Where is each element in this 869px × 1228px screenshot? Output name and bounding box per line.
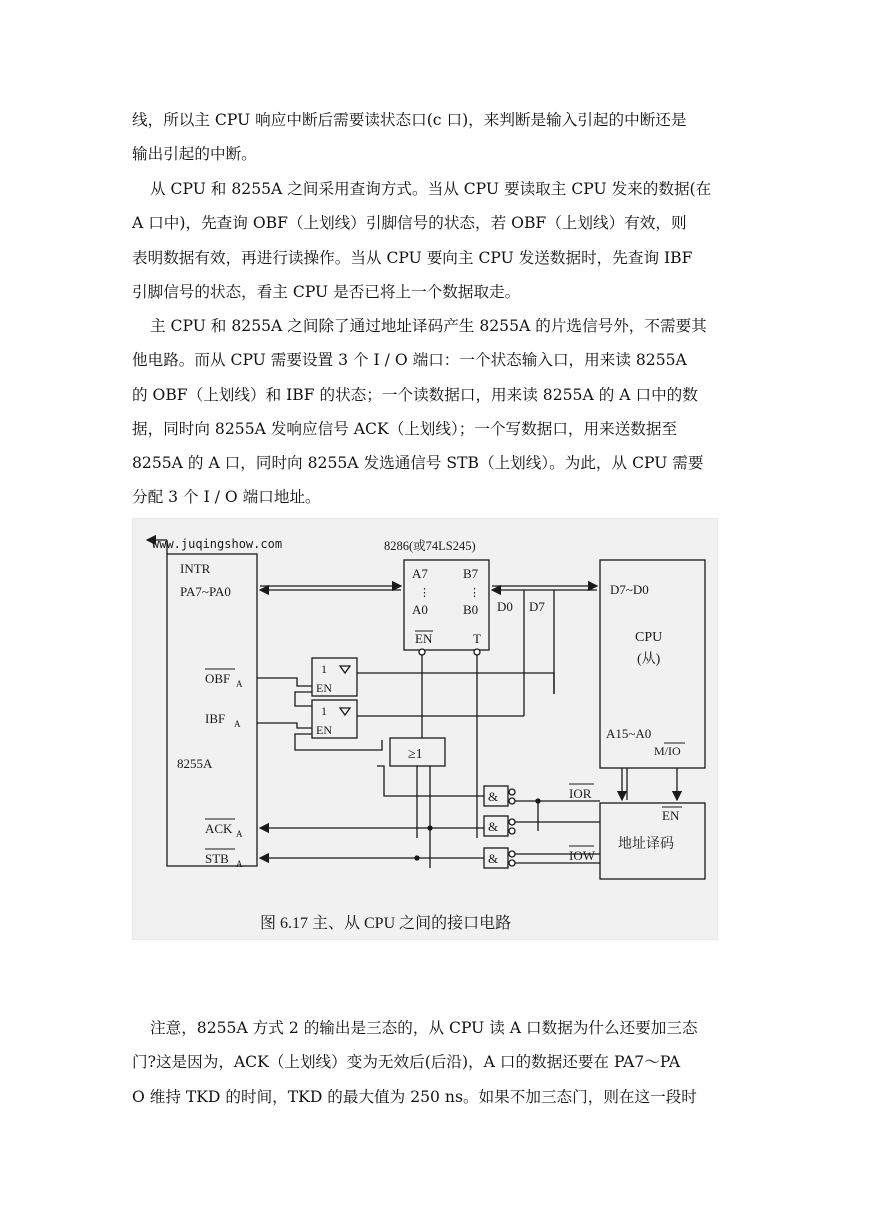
label-pa: PA7~PA0 bbox=[180, 584, 231, 599]
label-ack-sub: A bbox=[236, 829, 243, 839]
dots-b: ⋮ bbox=[469, 587, 480, 599]
label-a0: A0 bbox=[412, 602, 428, 617]
paragraph-2 bbox=[132, 172, 738, 309]
label-stb-sub: A bbox=[236, 859, 243, 869]
figure-caption: 图 6.17 主、从 CPU 之间的接口电路 bbox=[260, 915, 512, 932]
paragraph-3 bbox=[132, 309, 738, 515]
label-or-gate: ≥1 bbox=[408, 747, 423, 762]
text-line: 输出引起的中断。 bbox=[132, 145, 257, 164]
label-obf-sub: A bbox=[236, 679, 243, 689]
label-ibf-text: IBF bbox=[205, 711, 226, 726]
label-and-3: & bbox=[488, 851, 499, 866]
en-bubble bbox=[419, 649, 425, 655]
label-decoder-en: EN bbox=[662, 808, 680, 823]
label-cpu-name: CPU bbox=[635, 630, 663, 645]
label-iow: IOW bbox=[569, 848, 595, 863]
label-b0: B0 bbox=[463, 602, 479, 617]
text-line: 据，同时向 8255A 发响应信号 ACK（上划线）；一个写数据口，用来送数据至 bbox=[132, 419, 678, 438]
label-decoder-name: 地址译码 bbox=[618, 837, 674, 852]
label-buffer-t: T bbox=[473, 631, 481, 646]
text-line: 引脚信号的状态，看主 CPU 是否已将上一个数据取走。 bbox=[132, 282, 521, 301]
label-ibf-sub: A bbox=[234, 719, 241, 729]
dots-a: ⋮ bbox=[419, 587, 430, 599]
label-d7: D7 bbox=[529, 599, 545, 614]
label-tri1-en: EN bbox=[316, 681, 332, 695]
text-line: 线，所以主 CPU 响应中断后需要读状态口(c 口)，来判断是输入引起的中断还是 bbox=[132, 111, 687, 129]
label-8255a: 8255A bbox=[177, 756, 213, 771]
junction-dot bbox=[428, 826, 432, 830]
label-and-1: & bbox=[488, 789, 499, 804]
text-line: 8255A 的 A 口，同时向 8255A 发选通信号 STB（上划线）。为此，从 CPU 需要 bbox=[132, 454, 704, 473]
paragraph-1 bbox=[132, 103, 738, 172]
and3-bubble2 bbox=[509, 860, 515, 866]
text-line: 注意，8255A 方式 2 的输出是三态的，从 CPU 读 A 口数据为什么还要加三态 bbox=[150, 1019, 698, 1037]
label-ior: IOR bbox=[569, 786, 592, 801]
watermark: www.juqingshow.com bbox=[152, 537, 283, 551]
text-line: 门?这是因为，ACK（上划线）变为无效后(后沿)，A 口的数据还要在 PA7～PA bbox=[132, 1053, 681, 1072]
label-cpu-role: (从) bbox=[637, 652, 661, 667]
label-ack-text: ACK bbox=[205, 821, 233, 836]
and3-bubble bbox=[509, 851, 515, 857]
label-cpu-mio: M/IO bbox=[654, 744, 681, 758]
and2-bubble bbox=[509, 819, 515, 825]
text-line: 分配 3 个 I / O 端口地址。 bbox=[132, 488, 321, 507]
text-line: 的 OBF（上划线）和 IBF 的状态；一个读数据口，用来读 8255A 的 A 口中的数 bbox=[132, 385, 698, 404]
label-d0: D0 bbox=[497, 599, 513, 614]
label-a7: A7 bbox=[412, 566, 428, 581]
text-line: 从 CPU 和 8255A 之间采用查询方式。当从 CPU 要读取主 CPU 发来的数据(在 bbox=[150, 180, 712, 198]
and1-bubble bbox=[509, 789, 515, 795]
text-line: 他电路。而从 CPU 需要设置 3 个 I / O 端口：一个状态输入口，用来读 8255A bbox=[132, 351, 687, 370]
label-buffer-en: EN bbox=[415, 631, 433, 646]
t-bubble bbox=[474, 649, 480, 655]
label-tri2-en: EN bbox=[316, 723, 332, 737]
label-tri1-one: 1 bbox=[321, 662, 327, 676]
junction-dot bbox=[536, 799, 540, 803]
label-cpu-addr: A15~A0 bbox=[606, 726, 652, 741]
label-cpu-data: D7~D0 bbox=[610, 582, 649, 597]
and2-bubble2 bbox=[509, 828, 515, 834]
paragraph-4 bbox=[132, 1011, 738, 1114]
label-stb-text: STB bbox=[205, 851, 229, 866]
text-line: 表明数据有效，再进行读操作。当从 CPU 要向主 CPU 发送数据时，先查询 IBF bbox=[132, 248, 693, 267]
text-line: 主 CPU 和 8255A 之间除了通过地址译码产生 8255A 的片选信号外，不需要其 bbox=[150, 317, 707, 335]
circuit-figure bbox=[132, 518, 718, 940]
text-line: O 维持 TKD 的时间，TKD 的最大值为 250 ns。如果不加三态门，则在这一段时 bbox=[132, 1087, 697, 1106]
and1-bubble2 bbox=[509, 798, 515, 804]
label-intr: INTR bbox=[180, 561, 211, 576]
label-and-2: & bbox=[488, 819, 499, 834]
label-buffer-title: 8286(或74LS245) bbox=[384, 539, 476, 553]
circuit-diagram bbox=[132, 518, 718, 940]
junction-dot bbox=[415, 856, 419, 860]
label-obf-text: OBF bbox=[205, 671, 231, 686]
label-tri2-one: 1 bbox=[321, 704, 327, 718]
text-line: A 口中)，先查询 OBF（上划线）引脚信号的状态，若 OBF（上划线）有效，则 bbox=[132, 214, 687, 233]
label-b7: B7 bbox=[463, 566, 479, 581]
